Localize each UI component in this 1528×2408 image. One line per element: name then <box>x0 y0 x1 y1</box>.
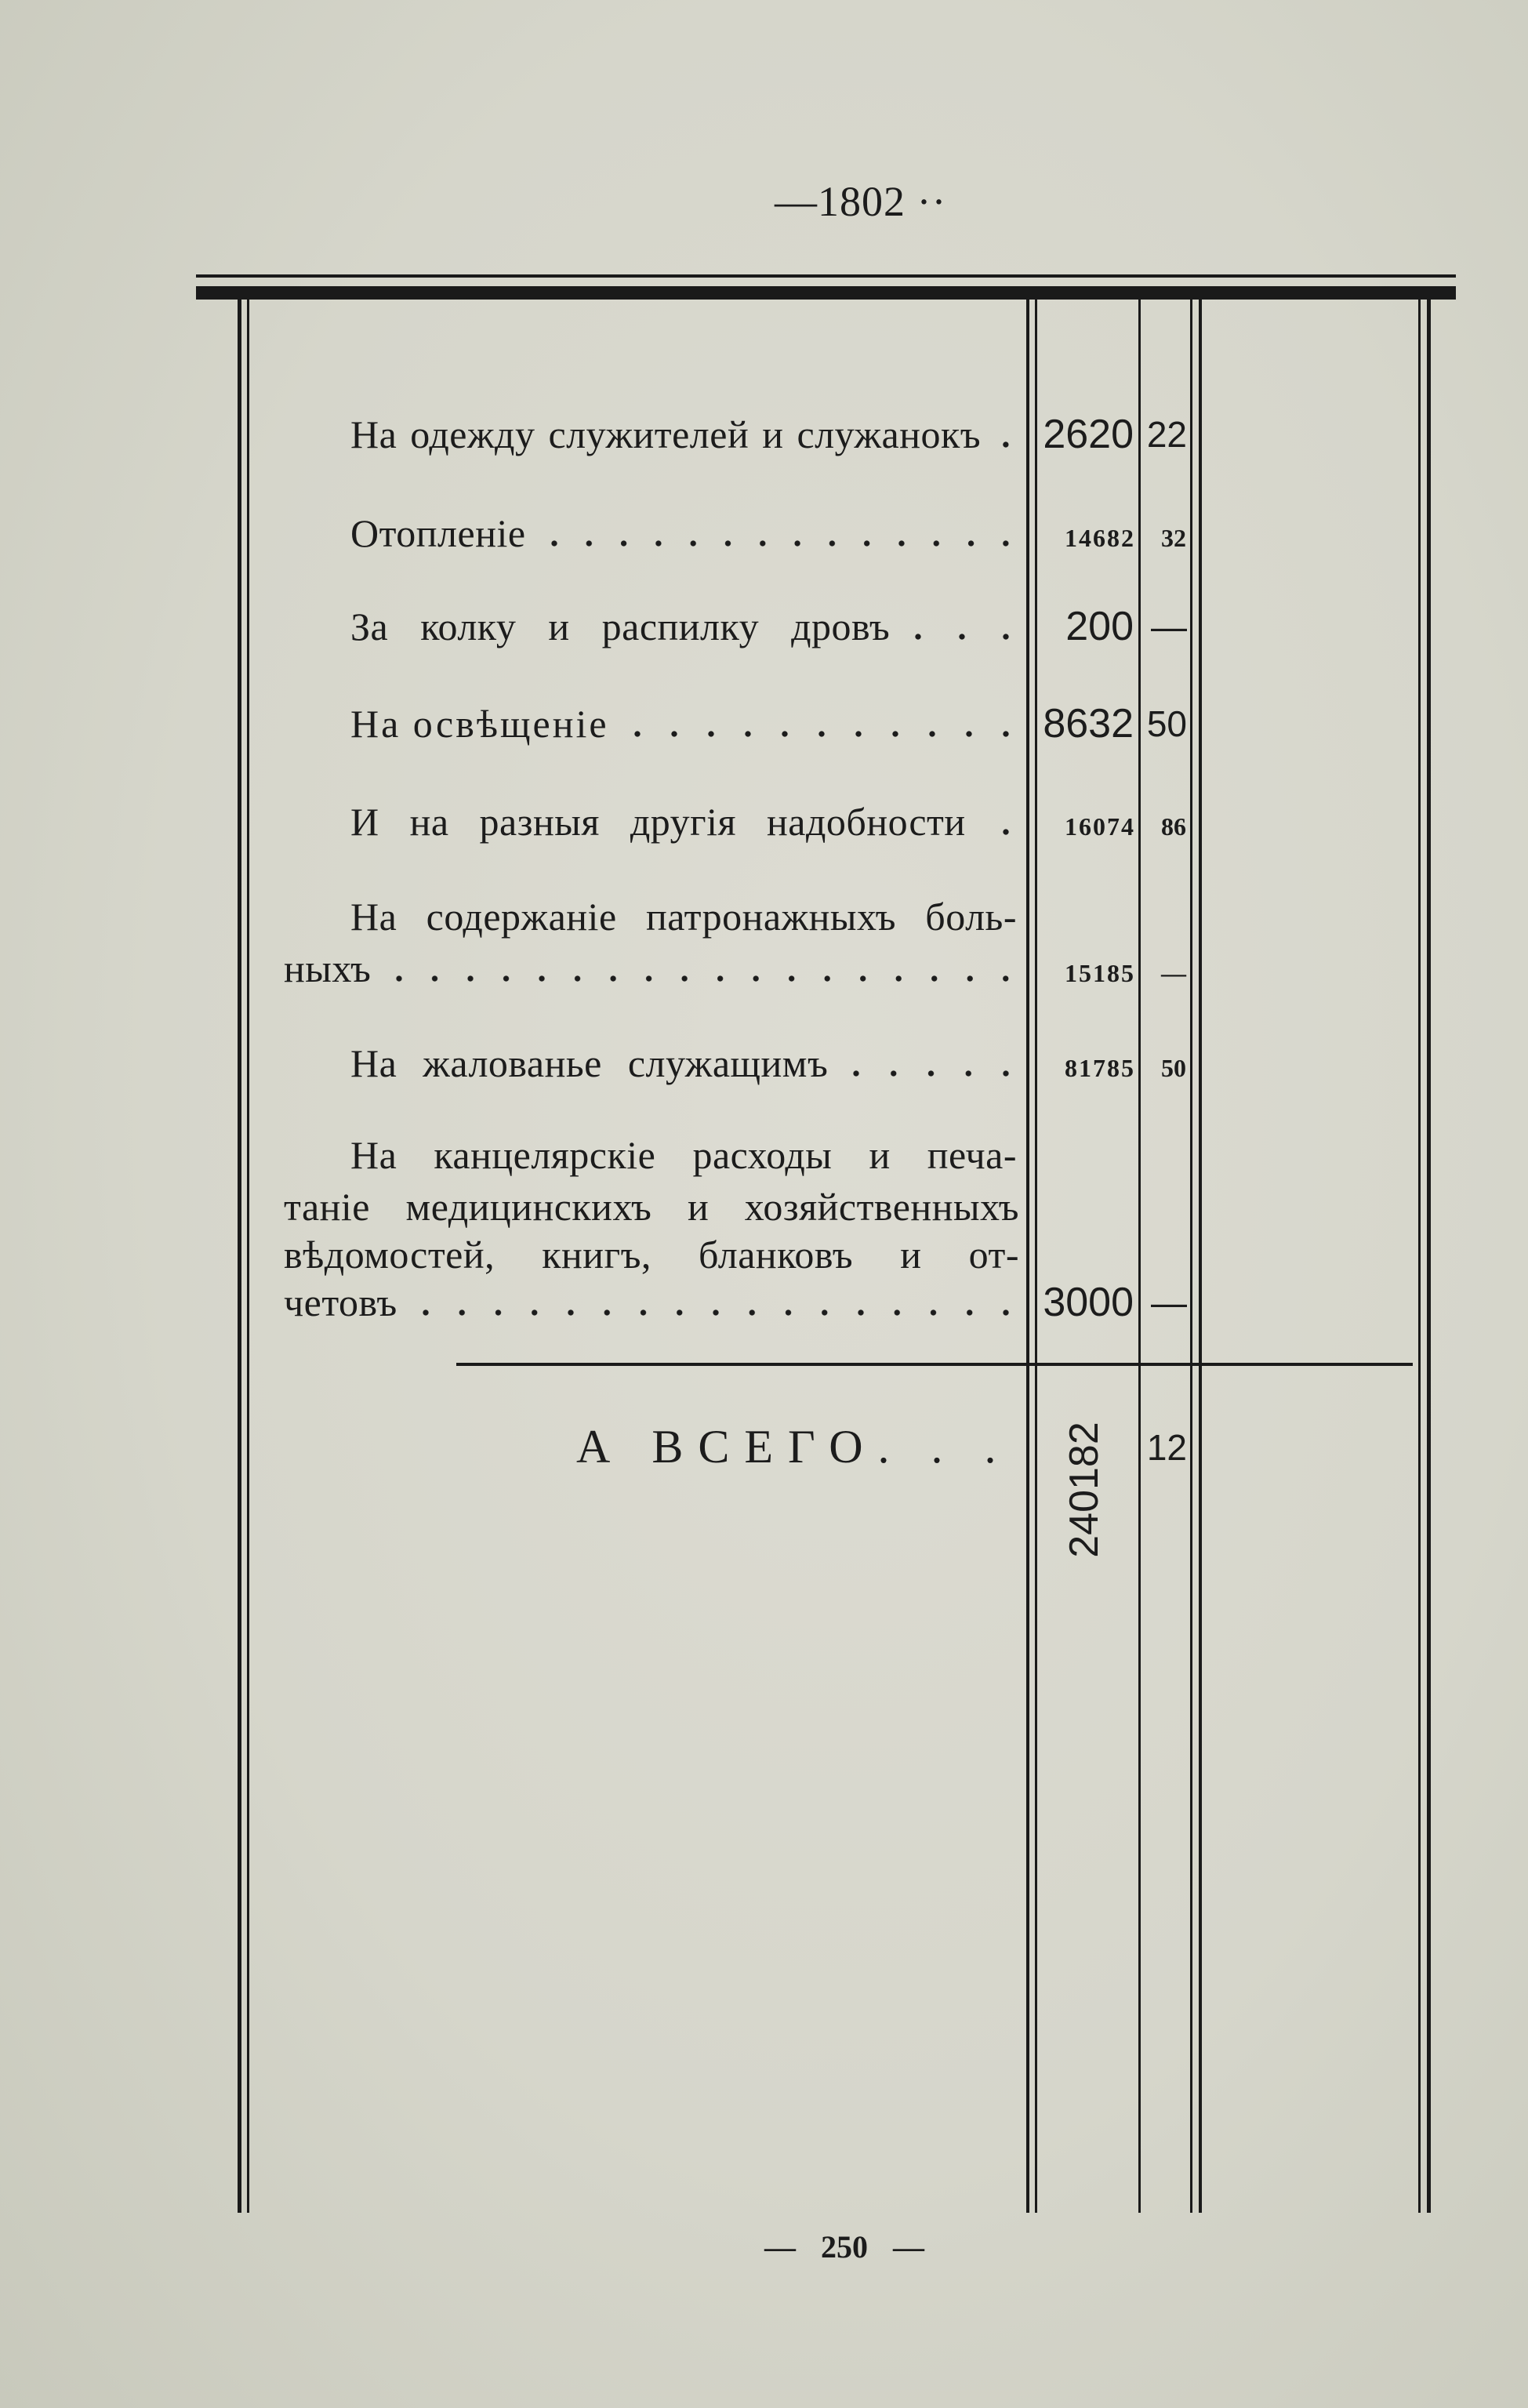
rubles-value: 2620 <box>1043 412 1134 457</box>
kopecks-value: 22 <box>1146 414 1187 455</box>
row-label-text: четовъ <box>284 1280 397 1324</box>
total-label: А ВСЕГО. . . <box>576 1421 1011 1473</box>
row-label <box>350 510 1023 557</box>
dot-leader <box>382 975 1023 982</box>
table-row-line <box>0 1183 1528 1230</box>
rubles-value: 3000 <box>1043 1280 1134 1325</box>
total-kopecks-value: 12 <box>1146 1427 1187 1468</box>
kopecks-value: 50 <box>1146 703 1187 744</box>
dot-leader <box>992 441 1023 448</box>
table-row <box>0 798 1528 845</box>
row-label-text: За колку и распилку дровъ <box>350 605 891 648</box>
kopecks-value: 50 <box>1161 1054 1186 1082</box>
row-label-text: вѣдомостей, книгъ, бланковъ и от- <box>284 1233 1019 1277</box>
table-row <box>0 603 1528 650</box>
row-label-text: На канцелярскіе расходы и печа- <box>350 1133 1017 1177</box>
rubles-value: 15185 <box>1065 959 1135 987</box>
table-row <box>0 510 1528 557</box>
table-row <box>0 411 1528 458</box>
row-label-text: На жалованье служащимъ <box>350 1041 829 1085</box>
rubles-value: 14682 <box>1065 524 1135 552</box>
dot-leader <box>839 1070 1023 1077</box>
row-label <box>350 603 1023 650</box>
page-number-top: —1802 ·· <box>775 178 947 225</box>
rubles-value: 81785 <box>1065 1054 1135 1082</box>
row-label-text: Отопленіе <box>350 511 526 555</box>
row-label <box>350 798 1023 845</box>
row-label-text: И на разныя другія надобности <box>350 800 966 844</box>
kopecks-value: — <box>1151 1282 1187 1323</box>
kopecks-value: 86 <box>1161 812 1186 841</box>
row-label <box>350 411 1023 458</box>
dot-leader <box>901 634 1023 640</box>
table-row <box>0 1279 1528 1326</box>
row-label-text: На освѣщеніе <box>350 702 609 746</box>
row-label <box>350 700 1023 747</box>
row-label-text: На одежду служителей и служанокъ <box>350 412 982 456</box>
total-rule <box>456 1363 1413 1366</box>
row-label-text: ныхъ <box>284 946 372 990</box>
dot-leader <box>537 540 1023 547</box>
kopecks-value: — <box>1151 606 1187 647</box>
table-row-line <box>0 1231 1528 1278</box>
table-row <box>0 1040 1528 1087</box>
row-label <box>350 1040 1023 1087</box>
dot-leader <box>977 829 1023 835</box>
row-label-text: На содержаніе патронажныхъ боль- <box>350 895 1017 939</box>
row-label <box>284 1279 1023 1326</box>
row-label-text: таніе медицинскихъ и хозяйственныхъ <box>284 1185 1019 1229</box>
table-row <box>0 700 1528 747</box>
top-rule-thin <box>196 274 1456 278</box>
total-rubles-value: 240182 <box>1062 1422 1107 1558</box>
kopecks-value: 32 <box>1161 524 1186 552</box>
page-number-bottom: — 250 — <box>764 2229 924 2265</box>
rubles-value: 200 <box>1065 604 1134 649</box>
table-row-line <box>0 1131 1528 1179</box>
dot-leader <box>408 1309 1023 1316</box>
row-label <box>284 945 1023 992</box>
top-rule-thick <box>196 286 1456 300</box>
dot-leader <box>620 731 1023 737</box>
table-row <box>0 945 1528 992</box>
rubles-value: 16074 <box>1065 812 1135 841</box>
kopecks-value: — <box>1161 959 1186 987</box>
rubles-value: 8632 <box>1043 701 1134 746</box>
table-row-line <box>0 893 1528 940</box>
